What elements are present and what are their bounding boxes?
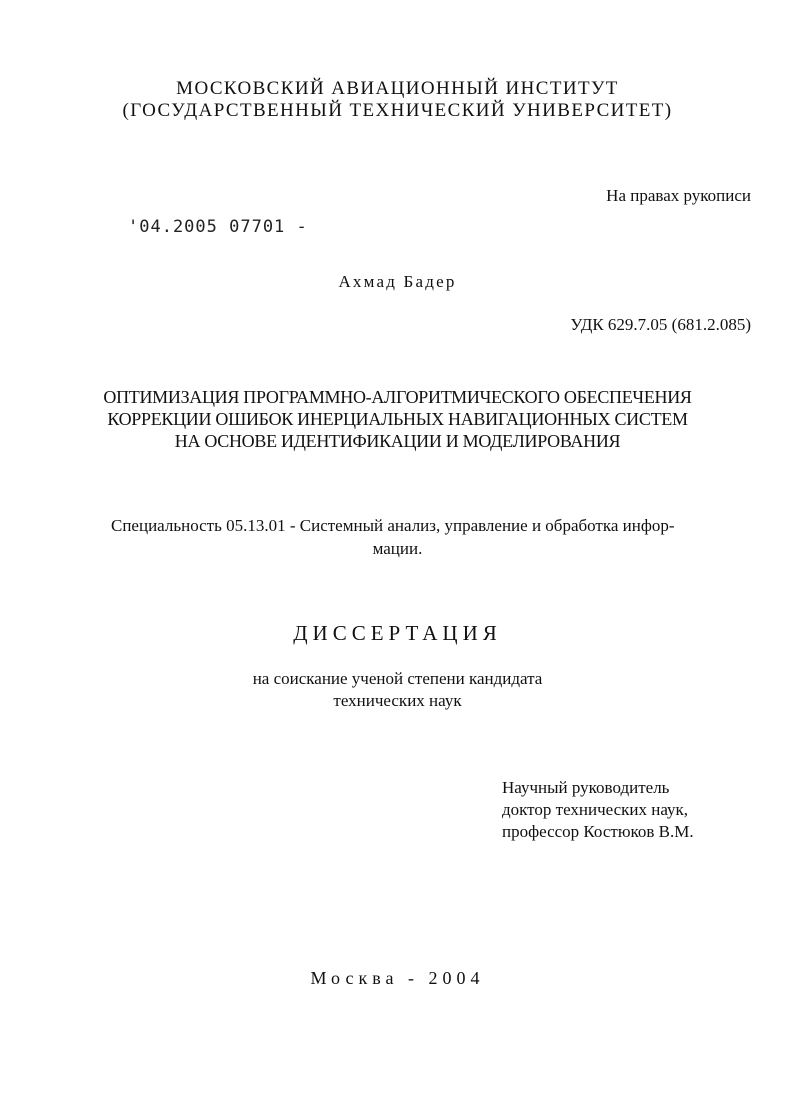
thesis-title-line3: НА ОСНОВЕ ИДЕНТИФИКАЦИИ И МОДЕЛИРОВАНИЯ <box>174 431 621 451</box>
institute-name-line1: МОСКОВСКИЙ АВИАЦИОННЫЙ ИНСТИТУТ <box>176 78 619 99</box>
udk-code: УДК 629.7.05 (681.2.085) <box>570 315 751 334</box>
advisor-degree: доктор технических наук, <box>502 800 689 819</box>
specialty-line2: мации. <box>372 539 423 558</box>
author-name: Ахмад Бадер <box>338 272 457 291</box>
degree-line2: технических наук <box>333 691 462 710</box>
thesis-title-line2: КОРРЕКЦИИ ОШИБОК ИНЕРЦИАЛЬНЫХ НАВИГАЦИОННЫХ СИСТЕМ <box>107 409 688 429</box>
advisor-role: Научный руководитель <box>502 778 670 797</box>
institute-name-line2: (ГОСУДАРСТВЕННЫЙ ТЕХНИЧЕСКИЙ УНИВЕРСИТЕТ) <box>122 100 673 121</box>
document-type-heading: ДИССЕРТАЦИЯ <box>293 621 502 645</box>
thesis-title-line1: ОПТИМИЗАЦИЯ ПРОГРАММНО-АЛГОРИТМИЧЕСКОГО ОБЕСПЕЧЕНИЯ <box>103 387 692 407</box>
specialty-line1: Специальность 05.13.01 - Системный анализ, управление и обработка инфор- <box>111 516 675 535</box>
advisor-name: профессор Костюков В.М. <box>502 822 694 841</box>
degree-line1: на соискание ученой степени кандидата <box>252 669 543 688</box>
manuscript-rights: На правах рукописи <box>606 186 751 205</box>
registration-stamp: '04.2005 07701 - <box>128 217 308 237</box>
city-year: Москва - 2004 <box>310 968 485 988</box>
